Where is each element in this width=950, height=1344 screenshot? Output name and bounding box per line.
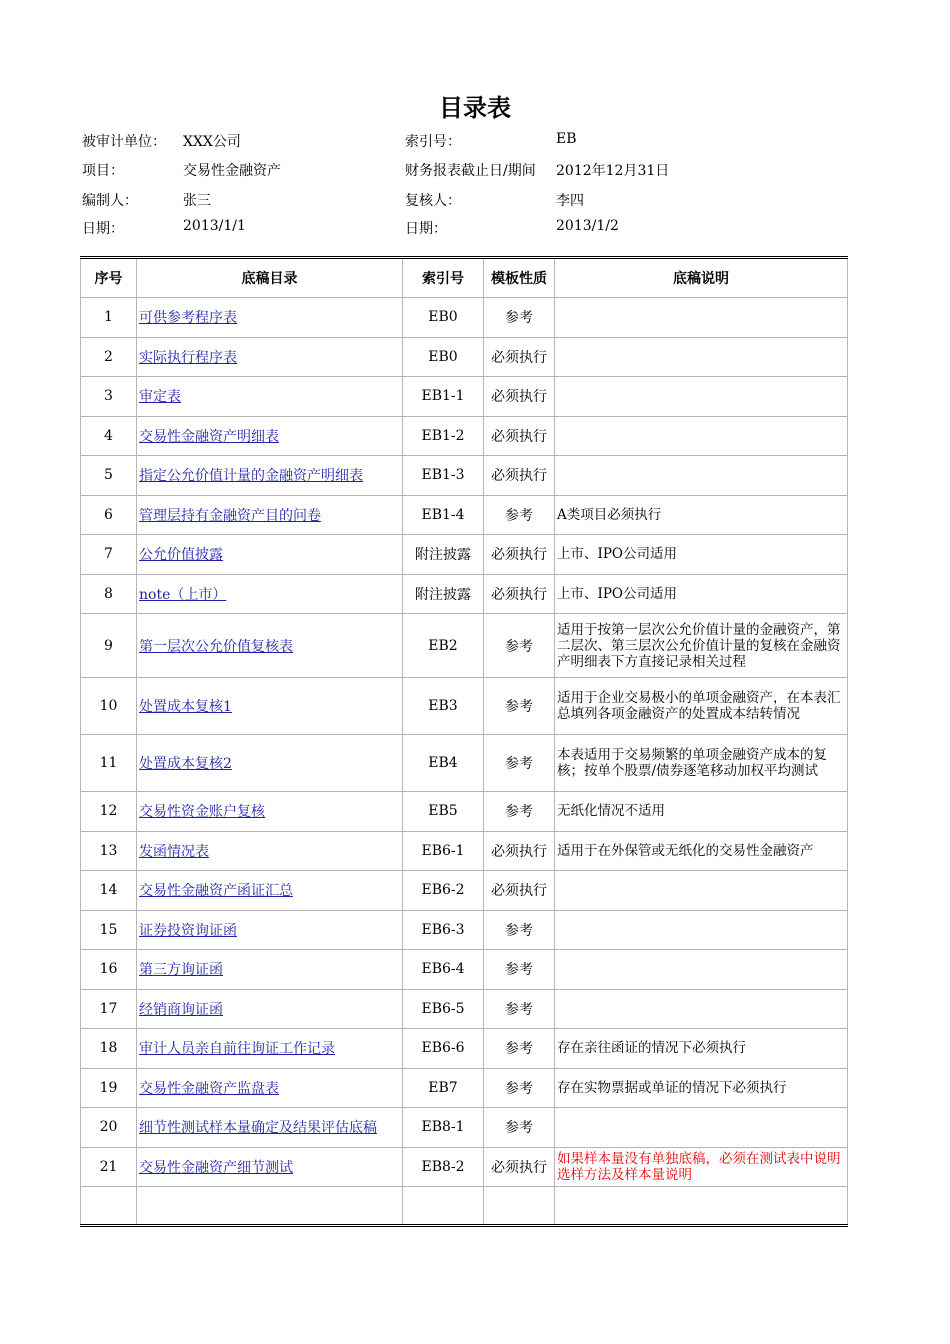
unit-value: XXX公司 (183, 134, 241, 150)
table-row (81, 989, 848, 1029)
workpaper-link[interactable]: 审定表 (139, 389, 181, 406)
row-template-type: 必须执行 (484, 416, 555, 456)
row-index: EB4 (403, 735, 484, 792)
row-note: 如果样本量没有单独底稿，必须在测试表中说明选样方法及样本量说明 (555, 1147, 848, 1187)
row-number: 11 (81, 735, 137, 792)
row-template-type: 参考 (484, 950, 555, 990)
row-index: EB6-5 (403, 989, 484, 1029)
workpaper-link[interactable]: 审计人员亲自前往询证工作记录 (139, 1041, 335, 1058)
row-number: 1 (81, 298, 137, 338)
workpaper-link[interactable]: note（上市） (139, 586, 227, 603)
workpaper-link[interactable]: 管理层持有金融资产目的问卷 (139, 507, 321, 524)
table-row (81, 792, 848, 832)
row-name-cell (137, 456, 403, 496)
table-row (81, 831, 848, 871)
table-row (81, 614, 848, 678)
workpaper-link[interactable]: 可供参考程序表 (139, 310, 237, 327)
page-title: 目录表 (439, 94, 511, 122)
table-row (81, 1108, 848, 1148)
reviewer-value: 李四 (556, 193, 584, 209)
row-index: EB1-3 (403, 456, 484, 496)
row-note: 本表适用于交易频繁的单项金融资产成本的复核；按单个股票/债券逐笔移动加权平均测试 (555, 735, 848, 792)
row-index: EB6-1 (403, 831, 484, 871)
row-index: EB1-4 (403, 495, 484, 535)
project-label: 项目： (82, 163, 124, 179)
empty-cell (81, 1187, 137, 1226)
row-note (555, 871, 848, 911)
row-index: EB0 (403, 337, 484, 377)
date2-label: 日期： (405, 221, 447, 237)
row-note: 无纸化情况不适用 (555, 792, 848, 832)
row-index: EB6-2 (403, 871, 484, 911)
preparer-label: 编制人： (82, 193, 138, 209)
row-template-type: 必须执行 (484, 831, 555, 871)
row-index: EB1-1 (403, 377, 484, 417)
row-template-type: 参考 (484, 1108, 555, 1148)
row-index: EB6-6 (403, 1029, 484, 1069)
row-number: 6 (81, 495, 137, 535)
table-row (81, 950, 848, 990)
row-index: EB5 (403, 792, 484, 832)
table-row (81, 1029, 848, 1069)
row-note (555, 456, 848, 496)
row-index: EB0 (403, 298, 484, 338)
row-index: EB1-2 (403, 416, 484, 456)
empty-cell (484, 1187, 555, 1226)
empty-cell (403, 1187, 484, 1226)
preparer-value: 张三 (183, 193, 211, 209)
row-name-cell (137, 792, 403, 832)
row-number: 21 (81, 1147, 137, 1187)
row-template-type: 参考 (484, 1029, 555, 1069)
row-name-cell (137, 831, 403, 871)
row-number: 5 (81, 456, 137, 496)
row-index: EB2 (403, 614, 484, 678)
date2-value: 2013/1/2 (556, 218, 619, 234)
row-name-cell (137, 337, 403, 377)
workpaper-link[interactable]: 证券投资询证函 (139, 922, 237, 939)
row-number: 4 (81, 416, 137, 456)
row-number: 15 (81, 910, 137, 950)
column-header-index: 索引号 (403, 258, 484, 298)
row-template-type: 参考 (484, 910, 555, 950)
workpaper-link[interactable]: 交易性金融资产明细表 (139, 428, 279, 445)
workpaper-index-table (80, 256, 848, 1227)
row-name-cell (137, 574, 403, 614)
row-note (555, 298, 848, 338)
row-name-cell (137, 535, 403, 575)
row-note: 上市、IPO公司适用 (555, 574, 848, 614)
column-header-type: 模板性质 (484, 258, 555, 298)
row-name-cell (137, 377, 403, 417)
row-template-type: 必须执行 (484, 871, 555, 911)
row-note (555, 1108, 848, 1148)
table-row (81, 377, 848, 417)
row-index: EB3 (403, 678, 484, 735)
row-name-cell (137, 495, 403, 535)
row-index: EB6-4 (403, 950, 484, 990)
table-row (81, 495, 848, 535)
date1-value: 2013/1/1 (183, 218, 246, 234)
workpaper-link[interactable]: 第三方询证函 (139, 962, 223, 979)
workpaper-link[interactable]: 第一层次公允价值复核表 (139, 638, 293, 655)
row-name-cell (137, 950, 403, 990)
workpaper-link[interactable]: 细节性测试样本量确定及结果评估底稿 (139, 1120, 377, 1137)
workpaper-link[interactable]: 交易性金融资产函证汇总 (139, 883, 293, 900)
table-row (81, 574, 848, 614)
table-row (81, 910, 848, 950)
row-number: 18 (81, 1029, 137, 1069)
row-number: 2 (81, 337, 137, 377)
table-row (81, 678, 848, 735)
period-value: 2012年12月31日 (556, 163, 670, 179)
table-row (81, 535, 848, 575)
row-name-cell (137, 910, 403, 950)
row-template-type: 必须执行 (484, 377, 555, 417)
table-row (81, 456, 848, 496)
period-label: 财务报表截止日/期间 (405, 163, 536, 179)
empty-cell (555, 1187, 848, 1226)
index-label: 索引号： (405, 134, 461, 150)
workpaper-link[interactable]: 交易性金融资产监盘表 (139, 1080, 279, 1097)
row-number: 19 (81, 1068, 137, 1108)
row-number: 14 (81, 871, 137, 911)
row-index: EB8-2 (403, 1147, 484, 1187)
row-note: 适用于企业交易极小的单项金融资产，在本表汇总填列各项金融资产的处置成本结转情况 (555, 678, 848, 735)
row-template-type: 必须执行 (484, 1147, 555, 1187)
row-note: 适用于按第一层次公允价值计量的金融资产，第二层次、第三层次公允价值计量的复核在金融资产明细表下方直接记录相关过程 (555, 614, 848, 678)
workpaper-link[interactable]: 交易性资金账户复核 (139, 804, 265, 821)
row-number: 17 (81, 989, 137, 1029)
row-name-cell (137, 678, 403, 735)
row-template-type: 参考 (484, 495, 555, 535)
row-name-cell (137, 1108, 403, 1148)
row-number: 9 (81, 614, 137, 678)
workpaper-link[interactable]: 交易性金融资产细节测试 (139, 1159, 293, 1176)
column-header-no: 序号 (81, 258, 137, 298)
workpaper-link[interactable]: 实际执行程序表 (139, 349, 237, 366)
row-note (555, 377, 848, 417)
row-index: EB6-3 (403, 910, 484, 950)
row-note: A类项目必须执行 (555, 495, 848, 535)
row-note (555, 989, 848, 1029)
row-template-type: 参考 (484, 614, 555, 678)
table-row (81, 1147, 848, 1187)
row-index: 附注披露 (403, 535, 484, 575)
table-header-row (81, 258, 848, 298)
workpaper-link[interactable]: 指定公允价值计量的金融资产明细表 (139, 468, 363, 485)
row-template-type: 必须执行 (484, 337, 555, 377)
table-row (81, 871, 848, 911)
row-template-type: 必须执行 (484, 535, 555, 575)
column-header-name: 底稿目录 (137, 258, 403, 298)
row-name-cell (137, 1147, 403, 1187)
index-value: EB (556, 131, 577, 147)
row-number: 8 (81, 574, 137, 614)
row-number: 20 (81, 1108, 137, 1148)
row-index: EB7 (403, 1068, 484, 1108)
row-name-cell (137, 735, 403, 792)
row-template-type: 参考 (484, 1068, 555, 1108)
row-template-type: 参考 (484, 735, 555, 792)
workpaper-link[interactable]: 处置成本复核2 (139, 756, 232, 772)
row-template-type: 参考 (484, 678, 555, 735)
project-value: 交易性金融资产 (183, 163, 281, 179)
row-name-cell (137, 298, 403, 338)
row-index: EB8-1 (403, 1108, 484, 1148)
table-row (81, 337, 848, 377)
row-name-cell (137, 614, 403, 678)
row-note (555, 950, 848, 990)
date1-label: 日期： (82, 221, 124, 237)
row-name-cell (137, 989, 403, 1029)
row-note (555, 910, 848, 950)
column-header-note: 底稿说明 (555, 258, 848, 298)
row-note: 存在实物票据或单证的情况下必须执行 (555, 1068, 848, 1108)
empty-cell (137, 1187, 403, 1226)
row-index: 附注披露 (403, 574, 484, 614)
workpaper-link[interactable]: 处置成本复核1 (139, 699, 232, 715)
row-name-cell (137, 416, 403, 456)
row-number: 3 (81, 377, 137, 417)
row-number: 12 (81, 792, 137, 832)
row-note (555, 416, 848, 456)
workpaper-link[interactable]: 发函情况表 (139, 843, 209, 860)
row-template-type: 必须执行 (484, 456, 555, 496)
row-number: 13 (81, 831, 137, 871)
row-name-cell (137, 871, 403, 911)
unit-label: 被审计单位： (82, 134, 166, 150)
row-note: 存在亲往函证的情况下必须执行 (555, 1029, 848, 1069)
table-row (81, 298, 848, 338)
row-note: 上市、IPO公司适用 (555, 535, 848, 575)
reviewer-label: 复核人： (405, 193, 461, 209)
row-name-cell (137, 1029, 403, 1069)
row-template-type: 必须执行 (484, 574, 555, 614)
row-number: 10 (81, 678, 137, 735)
table-row (81, 735, 848, 792)
row-name-cell (137, 1068, 403, 1108)
table-body (81, 298, 848, 1226)
table-row (81, 1068, 848, 1108)
empty-row (81, 1187, 848, 1226)
table-row (81, 416, 848, 456)
row-number: 7 (81, 535, 137, 575)
workpaper-link[interactable]: 公允价值披露 (139, 547, 223, 564)
workpaper-link[interactable]: 经销商询证函 (139, 1001, 223, 1018)
row-template-type: 参考 (484, 792, 555, 832)
row-note: 适用于在外保管或无纸化的交易性金融资产 (555, 831, 848, 871)
row-note (555, 337, 848, 377)
row-template-type: 参考 (484, 989, 555, 1029)
row-template-type: 参考 (484, 298, 555, 338)
row-number: 16 (81, 950, 137, 990)
